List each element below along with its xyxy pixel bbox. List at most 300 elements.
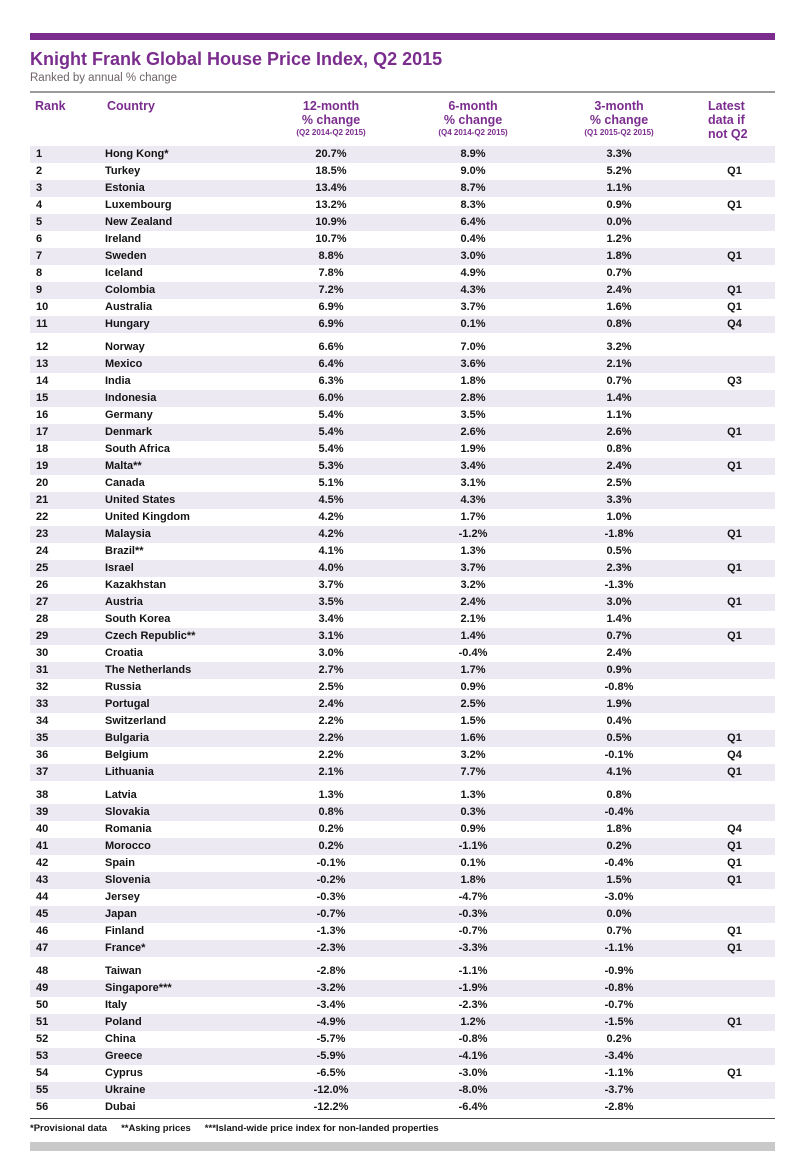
3-month-change-cell: 0.7%: [606, 925, 632, 937]
rank-cell: 19: [36, 460, 49, 472]
6-month-change-cell: 3.7%: [460, 301, 486, 313]
3-month-change-cell: -0.8%: [604, 982, 634, 994]
12-month-change-cell: 6.3%: [318, 375, 344, 387]
6-month-change-cell: 1.5%: [460, 715, 486, 727]
12-month-change-cell: 3.0%: [318, 647, 344, 659]
3-month-change-cell: -1.1%: [604, 1067, 634, 1079]
3-month-change-cell: -1.5%: [604, 1016, 634, 1028]
12-month-change-cell: 10.9%: [315, 216, 347, 228]
table-row: [30, 628, 775, 645]
table-row: [30, 872, 775, 889]
3-month-change-cell: 2.4%: [606, 647, 632, 659]
6-month-change-cell: 0.1%: [460, 318, 486, 330]
12-month-change-cell: -2.3%: [316, 942, 346, 954]
6-month-change-cell: -3.0%: [458, 1067, 488, 1079]
6-month-change-cell: -0.8%: [458, 1033, 488, 1045]
3-month-change-cell: -3.7%: [604, 1084, 634, 1096]
3-month-change-cell: -0.1%: [604, 749, 634, 761]
table-row: [30, 1031, 775, 1048]
latest-data-cell: Q1: [727, 766, 742, 778]
12-month-change-cell: 5.4%: [318, 443, 344, 455]
table-row: [30, 560, 775, 577]
12-month-change-cell: 6.4%: [318, 358, 344, 370]
6-month-change-cell: -3.3%: [458, 942, 488, 954]
footnote-island: ***Island-wide price index for non-landed properties: [204, 1123, 439, 1134]
12-month-change-cell: -3.4%: [316, 999, 346, 1011]
country-cell: Romania: [105, 823, 152, 835]
table-row: [30, 747, 775, 764]
12-month-change-cell: -5.9%: [316, 1050, 346, 1062]
12-month-change-cell: 4.2%: [318, 528, 344, 540]
rank-cell: 20: [36, 477, 49, 489]
3-month-change-cell: -1.8%: [604, 528, 634, 540]
6-month-change-cell: -2.3%: [458, 999, 488, 1011]
country-cell: Slovakia: [105, 806, 150, 818]
3-month-change-cell: 0.4%: [606, 715, 632, 727]
table-row: [30, 299, 775, 316]
header-divider: [30, 91, 775, 93]
country-cell: Austria: [105, 596, 143, 608]
6-month-change-cell: 1.3%: [460, 545, 486, 557]
table-row: [30, 730, 775, 747]
table-row: [30, 407, 775, 424]
12-month-change-cell: 7.8%: [318, 267, 344, 279]
6-month-change-cell: -4.7%: [458, 891, 488, 903]
rank-cell: 56: [36, 1101, 49, 1113]
country-cell: Hungary: [105, 318, 150, 330]
table-row: [30, 1099, 775, 1116]
12-month-change-cell: 7.2%: [318, 284, 344, 296]
12-month-change-cell: 5.4%: [318, 409, 344, 421]
rank-cell: 54: [36, 1067, 49, 1079]
table-row: [30, 163, 775, 180]
table-row: [30, 265, 775, 282]
6-month-change-cell: -1.1%: [458, 840, 488, 852]
6-month-change-cell: 4.3%: [460, 494, 486, 506]
rank-cell: 43: [36, 874, 49, 886]
page-title: Knight Frank Global House Price Index, Q2 2015: [30, 49, 443, 69]
country-cell: India: [105, 375, 131, 387]
rank-cell: 32: [36, 681, 49, 693]
country-cell: Malta**: [105, 460, 142, 472]
6-month-change-cell: -1.9%: [458, 982, 488, 994]
rank-cell: 4: [36, 199, 43, 211]
country-cell: Australia: [105, 301, 153, 313]
country-cell: Portugal: [105, 698, 150, 710]
table-body: [30, 146, 775, 1116]
12-month-change-cell: 2.5%: [318, 681, 344, 693]
6-month-change-cell: 1.7%: [460, 664, 486, 676]
table-row: [30, 1065, 775, 1082]
3-month-change-cell: 0.8%: [606, 789, 632, 801]
3-month-change-cell: 1.0%: [606, 511, 632, 523]
3-month-change-cell: 5.2%: [606, 165, 632, 177]
3-month-change-cell: -0.4%: [604, 806, 634, 818]
rank-cell: 3: [36, 182, 43, 194]
table-row: [30, 231, 775, 248]
6-month-change-cell: 0.3%: [460, 806, 486, 818]
table-row: [30, 980, 775, 997]
6-month-change-cell: 8.3%: [460, 199, 486, 211]
6-month-change-cell: 3.2%: [460, 579, 486, 591]
country-cell: Singapore***: [105, 982, 172, 994]
country-cell: Dubai: [105, 1101, 136, 1113]
12-month-change-cell: 6.9%: [318, 301, 344, 313]
rank-cell: 51: [36, 1016, 49, 1028]
country-cell: South Korea: [105, 613, 171, 625]
rank-cell: 28: [36, 613, 49, 625]
12-month-change-cell: -12.0%: [313, 1084, 349, 1096]
rank-cell: 53: [36, 1050, 49, 1062]
12-month-change-cell: -12.2%: [313, 1101, 349, 1113]
latest-data-cell: Q1: [727, 840, 742, 852]
latest-data-cell: Q1: [727, 284, 742, 296]
country-cell: Czech Republic**: [105, 630, 196, 642]
table-row: [30, 662, 775, 679]
6-month-change-cell: 1.8%: [460, 375, 486, 387]
country-cell: Finland: [105, 925, 145, 937]
table-row: [30, 855, 775, 872]
rank-cell: 15: [36, 392, 49, 404]
12-month-change-cell: 2.2%: [318, 749, 344, 761]
column-header-rank: Rank: [35, 99, 66, 113]
table-row: [30, 492, 775, 509]
table-row: [30, 316, 775, 333]
country-cell: Croatia: [105, 647, 143, 659]
latest-data-cell: Q1: [727, 165, 742, 177]
3-month-change-cell: 0.9%: [606, 199, 632, 211]
6-month-change-cell: 7.0%: [460, 341, 486, 353]
country-cell: Colombia: [105, 284, 156, 296]
latest-data-cell: Q1: [727, 301, 742, 313]
6-month-change-cell: 1.8%: [460, 874, 486, 886]
12-month-change-cell: 5.3%: [318, 460, 344, 472]
6-month-change-cell: 2.6%: [460, 426, 486, 438]
country-cell: Brazil**: [105, 545, 144, 557]
country-cell: United Kingdom: [105, 511, 190, 523]
12-month-change-cell: -5.7%: [316, 1033, 346, 1045]
country-cell: Estonia: [105, 182, 145, 194]
3-month-change-cell: 2.5%: [606, 477, 632, 489]
table-row: [30, 197, 775, 214]
rank-cell: 41: [36, 840, 49, 852]
rank-cell: 39: [36, 806, 49, 818]
6-month-change-cell: 2.4%: [460, 596, 486, 608]
12-month-change-cell: 1.3%: [318, 789, 344, 801]
12-month-change-cell: 4.5%: [318, 494, 344, 506]
6-month-change-cell: -8.0%: [458, 1084, 488, 1096]
12-month-change-cell: 0.2%: [318, 840, 344, 852]
table-row: [30, 940, 775, 957]
latest-data-cell: Q4: [727, 823, 742, 835]
rank-cell: 10: [36, 301, 49, 313]
3-month-change-cell: 0.8%: [606, 318, 632, 330]
3-month-change-cell: 0.7%: [606, 267, 632, 279]
rank-cell: 16: [36, 409, 49, 421]
rank-cell: 12: [36, 341, 49, 353]
12-month-change-cell: -4.9%: [316, 1016, 346, 1028]
3-month-change-cell: 0.5%: [606, 732, 632, 744]
rank-cell: 49: [36, 982, 49, 994]
table-row: [30, 248, 775, 265]
rank-cell: 5: [36, 216, 43, 228]
3-month-change-cell: 0.9%: [606, 664, 632, 676]
table-row: [30, 509, 775, 526]
12-month-change-cell: 13.2%: [315, 199, 347, 211]
rank-cell: 36: [36, 749, 49, 761]
footnotes: [30, 1123, 775, 1134]
6-month-change-cell: 6.4%: [460, 216, 486, 228]
table-row: [30, 282, 775, 299]
3-month-change-cell: 3.3%: [606, 494, 632, 506]
rank-cell: 42: [36, 857, 49, 869]
country-cell: Mexico: [105, 358, 143, 370]
12-month-change-cell: 6.9%: [318, 318, 344, 330]
12-month-change-cell: -0.2%: [316, 874, 346, 886]
6-month-change-cell: 1.7%: [460, 511, 486, 523]
6-month-change-cell: -0.3%: [458, 908, 488, 920]
table-row: [30, 889, 775, 906]
3-month-change-cell: 3.0%: [606, 596, 632, 608]
country-cell: China: [105, 1033, 136, 1045]
country-cell: Greece: [105, 1050, 143, 1062]
rank-cell: 31: [36, 664, 49, 676]
rank-cell: 13: [36, 358, 49, 370]
6-month-change-cell: 1.9%: [460, 443, 486, 455]
3-month-change-cell: 3.3%: [606, 148, 632, 160]
country-cell: The Netherlands: [105, 664, 192, 676]
rank-cell: 40: [36, 823, 49, 835]
rank-cell: 44: [36, 891, 49, 903]
table-row: [30, 1082, 775, 1099]
table-row: [30, 963, 775, 980]
12-month-change-cell: 3.4%: [318, 613, 344, 625]
6-month-change-cell: 3.4%: [460, 460, 486, 472]
rank-cell: 18: [36, 443, 49, 455]
rank-cell: 30: [36, 647, 49, 659]
table-row: [30, 764, 775, 781]
3-month-change-cell: 2.6%: [606, 426, 632, 438]
3-month-change-cell: 3.2%: [606, 341, 632, 353]
table-row: [30, 923, 775, 940]
latest-data-cell: Q4: [727, 318, 742, 330]
table-row: [30, 339, 775, 356]
country-cell: Slovenia: [105, 874, 151, 886]
6-month-change-cell: 8.7%: [460, 182, 486, 194]
12-month-change-cell: 6.6%: [318, 341, 344, 353]
country-cell: Russia: [105, 681, 142, 693]
country-cell: Latvia: [105, 789, 137, 801]
rank-cell: 7: [36, 250, 43, 262]
latest-data-cell: Q1: [727, 199, 742, 211]
3-month-change-cell: -3.0%: [604, 891, 634, 903]
3-month-change-cell: 1.1%: [606, 409, 632, 421]
rank-cell: 11: [36, 318, 48, 330]
table-row: [30, 838, 775, 855]
page-subtitle: Ranked by annual % change: [30, 72, 178, 84]
3-month-change-cell: 1.4%: [606, 613, 632, 625]
table-row: [30, 475, 775, 492]
table-row: [30, 543, 775, 560]
12-month-change-cell: 2.2%: [318, 715, 344, 727]
country-cell: Switzerland: [105, 715, 167, 727]
table-row: [30, 679, 775, 696]
table-row: [30, 594, 775, 611]
3-month-change-cell: 0.8%: [606, 443, 632, 455]
3-month-change-cell: 1.8%: [606, 823, 632, 835]
3-month-change-cell: 1.8%: [606, 250, 632, 262]
6-month-change-cell: 7.7%: [460, 766, 486, 778]
rank-cell: 1: [36, 148, 43, 160]
3-month-change-cell: -0.8%: [604, 681, 634, 693]
3-month-change-cell: 0.7%: [606, 375, 632, 387]
6-month-change-cell: 0.4%: [460, 233, 486, 245]
table-header: [30, 99, 775, 146]
footnote-provisional: *Provisional data: [30, 1123, 108, 1134]
column-header-latest-data: Latest data if not Q2: [708, 99, 748, 141]
table-row: [30, 373, 775, 390]
rank-cell: 27: [36, 596, 49, 608]
3-month-change-cell: -1.3%: [604, 579, 634, 591]
3-month-change-cell: 0.2%: [606, 840, 632, 852]
footnote-asking: **Asking prices: [121, 1123, 191, 1134]
3-month-change-cell: -2.8%: [604, 1101, 634, 1113]
table-row: [30, 787, 775, 804]
latest-data-cell: Q1: [727, 925, 742, 937]
rank-cell: 35: [36, 732, 49, 744]
3-month-change-cell: 2.4%: [606, 284, 632, 296]
latest-data-cell: Q1: [727, 250, 742, 262]
rank-cell: 2: [36, 165, 43, 177]
rank-cell: 48: [36, 965, 49, 977]
6-month-change-cell: 3.0%: [460, 250, 486, 262]
6-month-change-cell: -0.4%: [458, 647, 488, 659]
latest-data-cell: Q1: [727, 1067, 742, 1079]
country-cell: Sweden: [105, 250, 147, 262]
rank-cell: 9: [36, 284, 43, 296]
6-month-change-cell: 9.0%: [460, 165, 486, 177]
rank-cell: 8: [36, 267, 43, 279]
12-month-change-cell: 4.0%: [318, 562, 344, 574]
3-month-change-cell: 1.2%: [606, 233, 632, 245]
12-month-change-cell: -0.7%: [316, 908, 346, 920]
6-month-change-cell: -1.2%: [458, 528, 488, 540]
rank-cell: 6: [36, 233, 43, 245]
rank-cell: 34: [36, 715, 49, 727]
12-month-change-cell: -0.3%: [316, 891, 346, 903]
table-row: [30, 214, 775, 231]
rank-cell: 47: [36, 942, 49, 954]
3-month-change-cell: 1.5%: [606, 874, 632, 886]
country-cell: Bulgaria: [105, 732, 150, 744]
country-cell: South Africa: [105, 443, 170, 455]
latest-data-cell: Q1: [727, 596, 742, 608]
rank-cell: 46: [36, 925, 49, 937]
12-month-change-cell: 5.4%: [318, 426, 344, 438]
6-month-change-cell: 0.9%: [460, 823, 486, 835]
table-row: [30, 611, 775, 628]
table-row: [30, 458, 775, 475]
latest-data-cell: Q1: [727, 1016, 742, 1028]
column-header-country: Country: [107, 99, 155, 113]
3-month-change-cell: 1.4%: [606, 392, 632, 404]
rank-cell: 38: [36, 789, 49, 801]
6-month-change-cell: 3.5%: [460, 409, 486, 421]
3-month-change-cell: -0.7%: [604, 999, 634, 1011]
latest-data-cell: Q1: [727, 732, 742, 744]
latest-data-cell: Q1: [727, 460, 742, 472]
12-month-change-cell: 4.2%: [318, 511, 344, 523]
table-row: [30, 577, 775, 594]
country-cell: Ireland: [105, 233, 142, 245]
country-cell: Morocco: [105, 840, 151, 852]
table-row: [30, 713, 775, 730]
6-month-change-cell: 0.9%: [460, 681, 486, 693]
3-month-change-cell: 0.7%: [606, 630, 632, 642]
rank-cell: 37: [36, 766, 49, 778]
12-month-change-cell: 20.7%: [315, 148, 347, 160]
table-row: [30, 804, 775, 821]
6-month-change-cell: -6.4%: [458, 1101, 488, 1113]
country-cell: Indonesia: [105, 392, 157, 404]
table-row: [30, 997, 775, 1014]
country-cell: Malaysia: [105, 528, 151, 540]
12-month-change-cell: 3.1%: [318, 630, 344, 642]
12-month-change-cell: 2.4%: [318, 698, 344, 710]
table-row: [30, 906, 775, 923]
country-cell: Belgium: [105, 749, 149, 761]
country-cell: Lithuania: [105, 766, 154, 778]
3-month-change-cell: 1.6%: [606, 301, 632, 313]
12-month-change-cell: 3.5%: [318, 596, 344, 608]
country-cell: Iceland: [105, 267, 143, 279]
table-row: [30, 1014, 775, 1031]
3-month-change-cell: -1.1%: [604, 942, 634, 954]
6-month-change-cell: 1.2%: [460, 1016, 486, 1028]
3-month-change-cell: 0.5%: [606, 545, 632, 557]
12-month-change-cell: -2.8%: [316, 965, 346, 977]
6-month-change-cell: 2.5%: [460, 698, 486, 710]
3-month-change-cell: 0.2%: [606, 1033, 632, 1045]
12-month-change-cell: 8.8%: [318, 250, 344, 262]
rank-cell: 52: [36, 1033, 49, 1045]
12-month-change-cell: 6.0%: [318, 392, 344, 404]
12-month-change-cell: -0.1%: [316, 857, 346, 869]
rank-cell: 25: [36, 562, 49, 574]
bottom-gray-bar: [30, 1142, 775, 1151]
latest-data-cell: Q1: [727, 942, 742, 954]
3-month-change-cell: -3.4%: [604, 1050, 634, 1062]
12-month-change-cell: 18.5%: [315, 165, 347, 177]
3-month-change-cell: 2.3%: [606, 562, 632, 574]
country-cell: Japan: [105, 908, 137, 920]
6-month-change-cell: -4.1%: [458, 1050, 488, 1062]
country-cell: Canada: [105, 477, 145, 489]
6-month-change-cell: -0.7%: [458, 925, 488, 937]
country-cell: Luxembourg: [105, 199, 172, 211]
12-month-change-cell: -6.5%: [316, 1067, 346, 1079]
table-row: [30, 441, 775, 458]
3-month-change-cell: 2.4%: [606, 460, 632, 472]
column-header-6-month: 6-month % change (Q4 2014-Q2 2015): [438, 99, 508, 137]
3-month-change-cell: -0.9%: [604, 965, 634, 977]
rank-cell: 22: [36, 511, 49, 523]
3-month-change-cell: -0.4%: [604, 857, 634, 869]
6-month-change-cell: 2.8%: [460, 392, 486, 404]
12-month-change-cell: 0.8%: [318, 806, 344, 818]
12-month-change-cell: 2.1%: [318, 766, 344, 778]
latest-data-cell: Q1: [727, 874, 742, 886]
